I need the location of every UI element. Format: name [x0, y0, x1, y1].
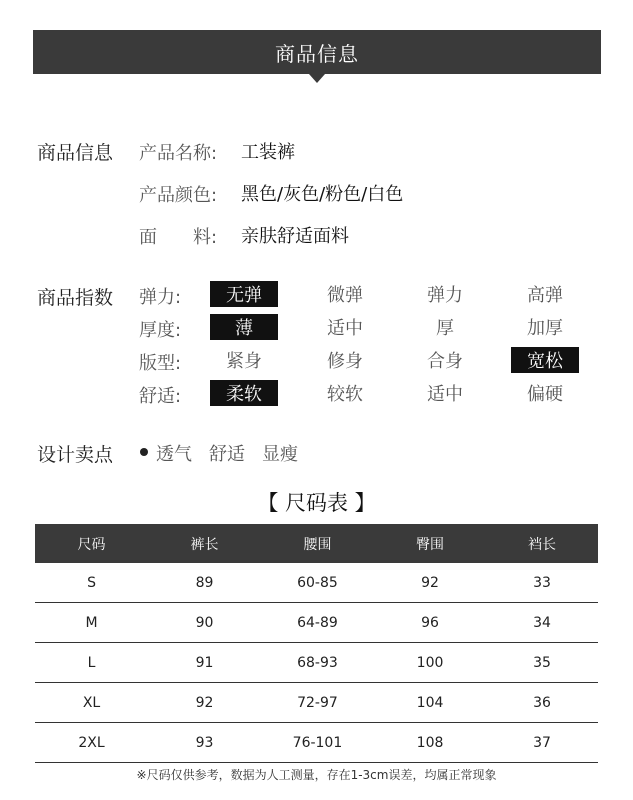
- feature-item: 透气: [156, 444, 192, 465]
- index-option: 紧身: [226, 351, 262, 372]
- table-cell: 33: [486, 563, 598, 603]
- table-row: [35, 643, 598, 683]
- index-option-selected: 柔软: [210, 380, 278, 406]
- header-bar: [33, 30, 601, 74]
- table-cell: 90: [148, 603, 261, 643]
- info-key-color: 产品颜色:: [139, 185, 218, 206]
- table-cell: 35: [486, 643, 598, 683]
- table-cell: 76-101: [261, 723, 374, 763]
- table-cell: M: [35, 603, 148, 643]
- info-value-fabric: 亲肤舒适面料: [241, 226, 349, 247]
- table-row: [35, 603, 598, 643]
- size-table: [35, 524, 598, 763]
- info-section-label: 商品信息: [37, 142, 114, 164]
- table-cell: 96: [374, 603, 486, 643]
- feature-item: 舒适: [209, 444, 245, 465]
- index-option: 合身: [427, 351, 463, 372]
- table-cell: 37: [486, 723, 598, 763]
- info-value-color: 黑色/灰色/粉色/白色: [241, 184, 404, 205]
- index-section-label: 商品指数: [37, 287, 114, 309]
- index-option: 适中: [427, 384, 463, 405]
- table-row: [35, 723, 598, 763]
- column-header: 尺码: [35, 524, 148, 563]
- table-cell: 104: [374, 683, 486, 723]
- size-table-body: [35, 563, 598, 763]
- column-header: 臀围: [374, 524, 486, 563]
- index-option: 微弹: [327, 285, 363, 306]
- bullet-dot-icon: [140, 448, 148, 456]
- index-option: 高弹: [527, 285, 563, 306]
- table-cell: 100: [374, 643, 486, 683]
- feature-item: 显瘦: [262, 444, 298, 465]
- table-cell: 2XL: [35, 723, 148, 763]
- table-cell: 72-97: [261, 683, 374, 723]
- table-cell: 60-85: [261, 563, 374, 603]
- index-option-selected: 薄: [210, 314, 278, 340]
- size-chart-title: 【 尺码表 】: [257, 491, 376, 515]
- index-option: 较软: [327, 384, 363, 405]
- index-option-selected: 无弹: [210, 281, 278, 307]
- index-option: 弹力: [427, 285, 463, 306]
- index-row-key: 舒适:: [139, 386, 182, 407]
- info-value-name: 工装裤: [241, 142, 295, 163]
- info-key-name: 产品名称:: [139, 143, 218, 164]
- column-header: 裆长: [486, 524, 598, 563]
- table-cell: 68-93: [261, 643, 374, 683]
- column-header: 腰围: [261, 524, 374, 563]
- table-cell: 34: [486, 603, 598, 643]
- index-option: 适中: [327, 318, 363, 339]
- index-row-key: 弹力:: [139, 287, 182, 308]
- column-header: 裤长: [148, 524, 261, 563]
- table-cell: 92: [148, 683, 261, 723]
- header-title: 商品信息: [275, 41, 359, 66]
- index-option: 厚: [436, 318, 454, 339]
- table-cell: 36: [486, 683, 598, 723]
- index-option: 加厚: [527, 318, 563, 339]
- table-cell: 64-89: [261, 603, 374, 643]
- design-section-label: 设计卖点: [37, 444, 114, 466]
- header-arrow-icon: [309, 74, 325, 83]
- table-cell: L: [35, 643, 148, 683]
- table-cell: 93: [148, 723, 261, 763]
- table-cell: S: [35, 563, 148, 603]
- size-footnote: ※尺码仅供参考，数据为人工测量，存在1-3cm误差，均属正常现象: [136, 768, 497, 782]
- index-option: 修身: [327, 351, 363, 372]
- index-row-key: 版型:: [139, 353, 182, 374]
- table-row: [35, 683, 598, 723]
- table-cell: 92: [374, 563, 486, 603]
- table-cell: XL: [35, 683, 148, 723]
- table-cell: 108: [374, 723, 486, 763]
- table-row: [35, 563, 598, 603]
- index-option: 偏硬: [527, 384, 563, 405]
- index-row-key: 厚度:: [139, 320, 182, 341]
- info-key-fabric: 面 料:: [139, 227, 218, 248]
- size-table-header-row: [35, 524, 598, 563]
- table-cell: 91: [148, 643, 261, 683]
- index-option-selected: 宽松: [511, 347, 579, 373]
- table-cell: 89: [148, 563, 261, 603]
